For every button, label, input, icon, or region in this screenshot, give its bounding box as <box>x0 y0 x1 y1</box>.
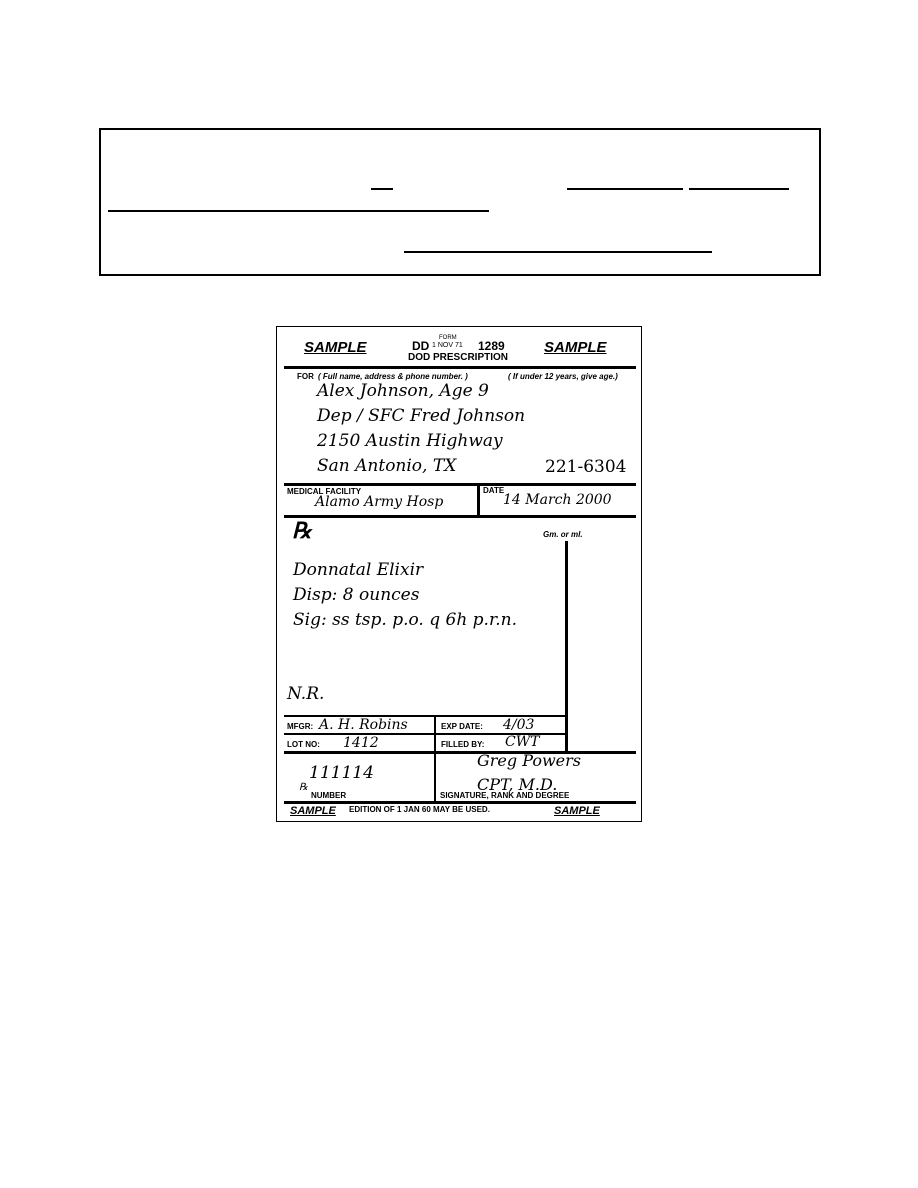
filled-by-label: FILLED BY: <box>441 740 485 749</box>
facility-divider <box>284 515 636 518</box>
mfgr-value: A. H. Robins <box>319 717 408 733</box>
sample-right: SAMPLE <box>544 339 607 356</box>
patient-line-1: Alex Johnson, Age 9 <box>317 381 489 401</box>
gm-ml-label: Gm. or ml. <box>543 530 583 539</box>
lot-no-label: LOT NO: <box>287 740 320 749</box>
rx-number-label: NUMBER <box>311 791 347 800</box>
number-signature-divider <box>434 753 436 801</box>
footer-sample-left: SAMPLE <box>290 805 336 817</box>
signature-label: SIGNATURE, RANK AND DEGREE <box>440 791 570 800</box>
blank-line-3 <box>689 188 789 190</box>
dd-1289-prescription-form <box>276 326 642 822</box>
rx-symbol: ℞ <box>292 518 312 544</box>
lot-divider <box>284 751 636 754</box>
for-divider <box>284 483 636 486</box>
for-hint: ( Full name, address & phone number. ) <box>318 372 468 381</box>
exp-date-label: EXP DATE: <box>441 722 483 731</box>
filled-by-value: CWT <box>505 734 540 750</box>
patient-line-3: 2150 Austin Highway <box>317 431 503 451</box>
age-hint: ( If under 12 years, give age.) <box>508 372 618 381</box>
exp-date-value: 4/03 <box>503 717 535 733</box>
blank-line-5 <box>404 251 712 253</box>
rx-number-value: 111114 <box>309 763 374 783</box>
blank-line-2 <box>567 188 683 190</box>
rx-line-2: Disp: 8 ounces <box>293 585 420 605</box>
footer-edition: EDITION OF 1 JAN 60 MAY BE USED. <box>349 805 490 814</box>
answer-box <box>99 128 821 276</box>
no-refill-note: N.R. <box>287 684 325 704</box>
signature-rank: CPT, M.D. <box>477 775 558 794</box>
form-date: 1 NOV 71 <box>432 342 463 349</box>
form-number: 1289 <box>478 339 505 353</box>
medical-facility-label: MEDICAL FACILITY <box>287 487 362 496</box>
footer-sample-right: SAMPLE <box>554 805 600 817</box>
signature-name: Greg Powers <box>477 751 581 770</box>
patient-phone: 221-6304 <box>545 457 627 477</box>
form-word: FORM <box>439 335 457 341</box>
signature-divider <box>284 801 636 804</box>
rx-line-3: Sig: ss tsp. p.o. q 6h p.r.n. <box>293 610 517 630</box>
date-label: DATE <box>483 486 505 495</box>
gm-ml-column-line <box>565 541 568 753</box>
sample-left: SAMPLE <box>304 339 367 356</box>
medical-facility-value: Alamo Army Hosp <box>315 494 444 510</box>
header-divider <box>284 366 636 369</box>
patient-line-2: Dep / SFC Fred Johnson <box>317 406 526 426</box>
blank-line-4 <box>108 210 489 212</box>
patient-line-4: San Antonio, TX <box>317 456 457 476</box>
date-value: 14 March 2000 <box>503 492 612 508</box>
facility-date-divider <box>477 485 480 516</box>
form-dd: DD <box>412 339 430 353</box>
blank-line-1 <box>371 188 393 190</box>
rx-line-1: Donnatal Elixir <box>293 560 424 580</box>
mfgr-label: MFGR: <box>287 722 314 731</box>
rx-number-symbol: ℞ <box>299 782 308 793</box>
for-label: FOR <box>297 372 314 381</box>
lot-no-value: 1412 <box>343 735 379 751</box>
form-title: DOD PRESCRIPTION <box>408 352 509 363</box>
